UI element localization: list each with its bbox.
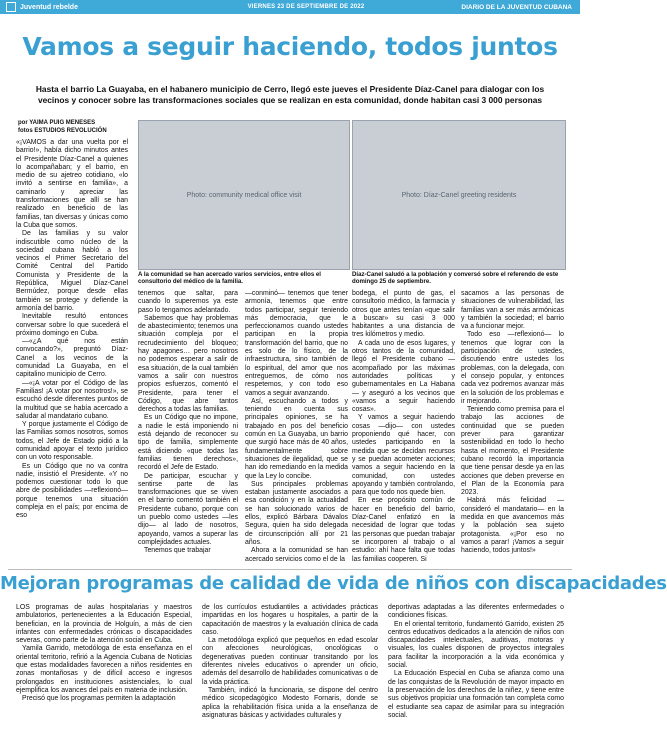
article1-column-2: [138, 290, 238, 567]
article2-col1-p3: Precisó que los programas permiten la adaptación: [22, 695, 176, 703]
article1-col2-p1: tenemos que saltar, para cuando lo superemos ya este paso lo tengamos adelantado.: [138, 290, 238, 314]
article2-col3-p2: En el oriental territorio, fundamentó Garrido, existen 25 centros educativos dedicados a la atención de niños con discapacidades intelectuales, auditivas, motoras y visuales, los cuales disponen de proyectos integrales para facilitar la incorporación a la vida económica y social.: [388, 620, 564, 670]
main-dek: Hasta el barrio La Guayaba, en el habanero municipio de Cerro, llegó este jueves el Presidente Díaz-Canel para dialogar con los vecinos y conocer sobre las transformaciones sociales que se realizan en esta comunidad, donde habitan casi 3 000 personas: [35, 84, 545, 105]
byline-photos: fotos ESTUDIOS REVOLUCIÓN: [18, 127, 107, 134]
photo-medical-office-label: Photo: community medical office visit: [186, 191, 302, 199]
article1-col1-p5: —«¡A votar por el Código de las Familias! ¡A votar por nosotros!», se escuchó desde diferentes puntos de la multitud que se había acercado a saludar al mandatario cubano.: [16, 379, 128, 420]
article1-col1-p2: De las familias y su valor indiscutible como núcleo de la sociedad cubana habló a los vecinos el Primer Secretario del Comité Central del Partido Comunista y Presidente de la República, Miguel Díaz-Canel Bermúdez, porque desde ellas también se protege y defiende la armonía del barrio.: [16, 230, 128, 312]
page-header-bar: [0, 0, 580, 14]
section-divider: [8, 569, 572, 570]
article1-col1-p4: —«¿A qué nos están convocando?», preguntó Díaz-Canel a los vecinos de la comunidad La Guayaba, en el capitalino municipio de Cerro.: [16, 338, 128, 379]
article1-col4-p4: En ese propósito común de hacer en beneficio del barrio, Díaz-Canel enfatizó en la necesidad de lograr que todas las personas que puedan trabajar se incorporen al trabajo o al estudio: ahí hace falta que todas las familias cooperen. Si: [352, 497, 455, 563]
article2-col2-p2: La metodóloga explicó que pequeños en edad escolar con afecciones neurológicas, oncológicas o degenerativas pueden continuar transitando por los diferentes niveles educativos o aprender un oficio, además del desarrollo de habilidades comunicativas o de la vida práctica.: [202, 637, 378, 686]
article1-col2-p2: Sabemos que hay problemas de abastecimiento; tenemos una situación compleja por el recrudecimiento del bloqueo; hay apagones… pero nosotros no podemos esperar a salir de esa situación, de la cual también vamos a salir con nuestros propios esfuerzos, comentó el Presidente, para tener el Código, que abre tantos derechos a todas las familias.: [138, 314, 238, 414]
article2-column-1: [16, 604, 192, 736]
article1-col5-p1: sacamos a las personas de situaciones de vulnerabilidad, las familias van a ser más armónicas y también la sociedad; el barrio va a funcionar mejor.: [461, 290, 564, 331]
article2-col3-p3: La Educación Especial en Cuba se afianza como una de las conquistas de la Revolución de mayor impacto en la preservación de los derechos de la niñez, y tiene entre sus objetivos propiciar una formación tan completa como el estudiante sea capaz de asimilar para su integración social.: [388, 670, 564, 719]
issue-date: VIERNES 23 DE SEPTIEMBRE DE 2022: [247, 4, 365, 10]
photo-medical-office: [138, 120, 350, 270]
daily-tagline: DIARIO DE LA JUVENTUD CUBANA: [461, 3, 572, 11]
caption-left: A la comunidad se han acercado varios servicios, entre ellos el consultorio del médico de la familia.: [138, 271, 322, 286]
article1-col3-p1: —conminó— tenemos que tener armonía, tenemos que entre todos participar, seguir teniendo más democracia, que le perfeccionamos cuando ustedes participan en la propia transformación del barrio, que no es solo de lo físico, de la infraestructura, sino también de lo espiritual, del amor que nos entreguemos, de cómo nos respetemos, y con todo eso vamos a seguir avanzando.: [245, 290, 348, 397]
article1-column-3: [245, 290, 348, 567]
article2-col3-p1: deportivas adaptadas a las diferentes enfermedades o condiciones físicas.: [388, 604, 564, 620]
article1-column-4: [352, 290, 455, 567]
byline: [18, 120, 138, 135]
article2-col2-p1: de los currículos estudiantiles a actividades prácticas impartidas en los hogares u hospitales, a partir de la capacitación de maestros y la evaluación clínica de cada caso.: [202, 604, 378, 636]
byline-author: por YAIMA PUIG MENESES: [18, 120, 96, 126]
main-headline: Vamos a seguir haciendo, todos juntos: [22, 32, 558, 61]
article1-col1-p3: Inevitable resultó entonces conversar sobre lo que sucederá el próximo domingo en Cuba.: [16, 313, 128, 337]
article1-col3-p3: Sus principales problemas estaban justamente asociados a esa condición y en la actualidad se han solucionado varios de ellos, explicó Bárbara Dávalos Segura, quien ha sido delegada de circunscripción allí por 21 años.: [245, 480, 348, 546]
article1-col5-p4: Habrá más felicidad —consideró el mandatario— en la medida en que avancemos más y la población sea sujeto protagonista. «¡Por eso no vamos a parar! ¡Vamos a seguir haciendo, todos juntos!»: [461, 497, 564, 555]
article2-column-2: [202, 604, 378, 736]
article1-column-5: [461, 290, 564, 567]
article1-col4-p1: bodega, el punto de gas, el consultorio médico, la farmacia y otros que antes tenían «que salir a buscar» su casi 3 000 habitantes a una distancia de tres kilómetros y medio.: [352, 290, 455, 339]
article1-col1-p1: «¡VAMOS a dar una vuelta por el barrio!», había dicho minutos antes el Presidente Díaz-Canel a quienes lo acompañaban; y el barrio, en medio de su ajetreo cotidiano, «lo invitó a sentirse en familia», a caminarlo y apreciar las transformaciones que allí se han realizado en beneficio de las familias, tan diversas y únicas como la Cuba que somos.: [16, 139, 128, 229]
article1-col5-p2: Todo eso —reflexionó— lo tenemos que lograr con la participación de ustedes, discutiendo entre ustedes los problemas, con la delegada, con el consejo popular, y entonces cada vez podremos avanzar más en la solución de los problemas e ir mejorando.: [461, 331, 564, 405]
article2-col1-p2: Yamila Garrido, metodóloga de esta enseñanza en el oriental territorio, refirió a la Agencia Cubana de Noticias que estas modalidades favorecen a niños residentes en zonas montañosas y de difícil acceso e ingresos prolongados en instituciones asistenciales, lo cual ejemplifica los avances del país en materia de inclusión.: [16, 645, 192, 694]
article2-column-3: [388, 604, 564, 736]
photo-president-greeting: [352, 120, 566, 270]
article1-col3-p2: Así, escuchando a todos y teniendo en cuenta sus principales opiniones, se ha trabajado en pos del beneficio común en La Guayaba, un barrio que surgió hace más de 40 años, fundamentalmente sobre situaciones de ilegalidad, que se han ido remediando en la medida que la Ley lo concibe.: [245, 397, 348, 480]
brand-name: Juventud rebelde: [20, 3, 78, 11]
article1-col4-p3: Y vamos a seguir haciendo cosas —dijo— con ustedes proponiendo qué hacer, con ustedes participando en la medida que se decidan recursos y se puedan acometer acciones; vamos a seguir haciendo en la comunidad, con ustedes apoyando y también controlando, para que todo nos quede bien.: [352, 414, 455, 497]
article1-col2-p4: De participar, escuchar y sentirse parte de las transformaciones que se viven en el barrio comentó también el Presidente cubano, porque con un pueblo como ustedes —les dijo— al lado de nosotros, apoyando, vamos a superar las complejidades actuales.: [138, 472, 238, 546]
article1-col1-p6: Y porque justamente el Código de las Familias somos nosotros, somos todos, el Jefe de Estado pidió a la comunidad apoyar el texto jurídico con un voto responsable.: [16, 421, 128, 462]
article2-col2-p3: También, indicó la funcionaria, se dispone del centro médico sicopedagógico Modesto Fornaris, donde se aplica la rehabilitación física unida a la enseñanza de asignaturas básicas y actividades culturales y: [202, 686, 378, 719]
article1-col1-p7: Es un Código que no va contra nadie, insistió el Presidente. «Y no podemos cuestionar todo lo que abre de posibilidades —reflexionó— porque tenemos una situación compleja en el país; por encima de eso: [16, 462, 128, 520]
article1-col2-p3: Es un Código que no impone, a nadie le está imponiendo ni está dejando de reconocer su tipo de familia, simplemente está diciendo «que todas las familias tienen derechos», recordó el Jefe de Estado.: [138, 414, 238, 472]
photo-president-greeting-label: Photo: Díaz-Canel greeting residents: [401, 191, 517, 199]
article1-col2-p5: Tenemos que trabajar: [144, 547, 211, 555]
secondary-headline: Mejoran programas de calidad de vida de niños con discapacidades: [0, 573, 667, 594]
brand-logo-icon: [6, 2, 16, 12]
article1-col4-p2: A cada uno de esos lugares, y otros tantos de la comunidad, llegó el Presidente cubano —acompañado por las máximas autoridades políticas y gubernamentales en La Habana— y aseguró a los vecinos que «vamos a seguir haciendo cosas».: [352, 339, 455, 414]
article2-col1-p1: LOS programas de aulas hospitalarias y maestros ambulatorios, pertenecientes a la Educación Especial, benefician, en la provincia de Holguín, a más de cien infantes con enfermedades crónicas o discapacidades severas, como parte de la atención social en Cuba.: [16, 604, 192, 645]
article1-column-1: [16, 139, 128, 567]
article1-col5-p3: Teniendo como premisa para el trabajo las acciones de continuidad que se pueden prever para garantizar sostenibilidad en todo lo hecho hasta el momento, el Presidente cubano recordó la importancia que tiene pensar desde ya en las acciones que deben preverse en el Plan de la Economía para 2023.: [461, 406, 564, 497]
article1-col3-p4: Ahora a la comunidad se han acercado servicios como el de la: [245, 547, 348, 563]
brand: [0, 2, 216, 12]
caption-right: Díaz-Canel saludó a la población y conversó sobre el referendo de este domingo 25 de septiembre.: [352, 271, 559, 286]
